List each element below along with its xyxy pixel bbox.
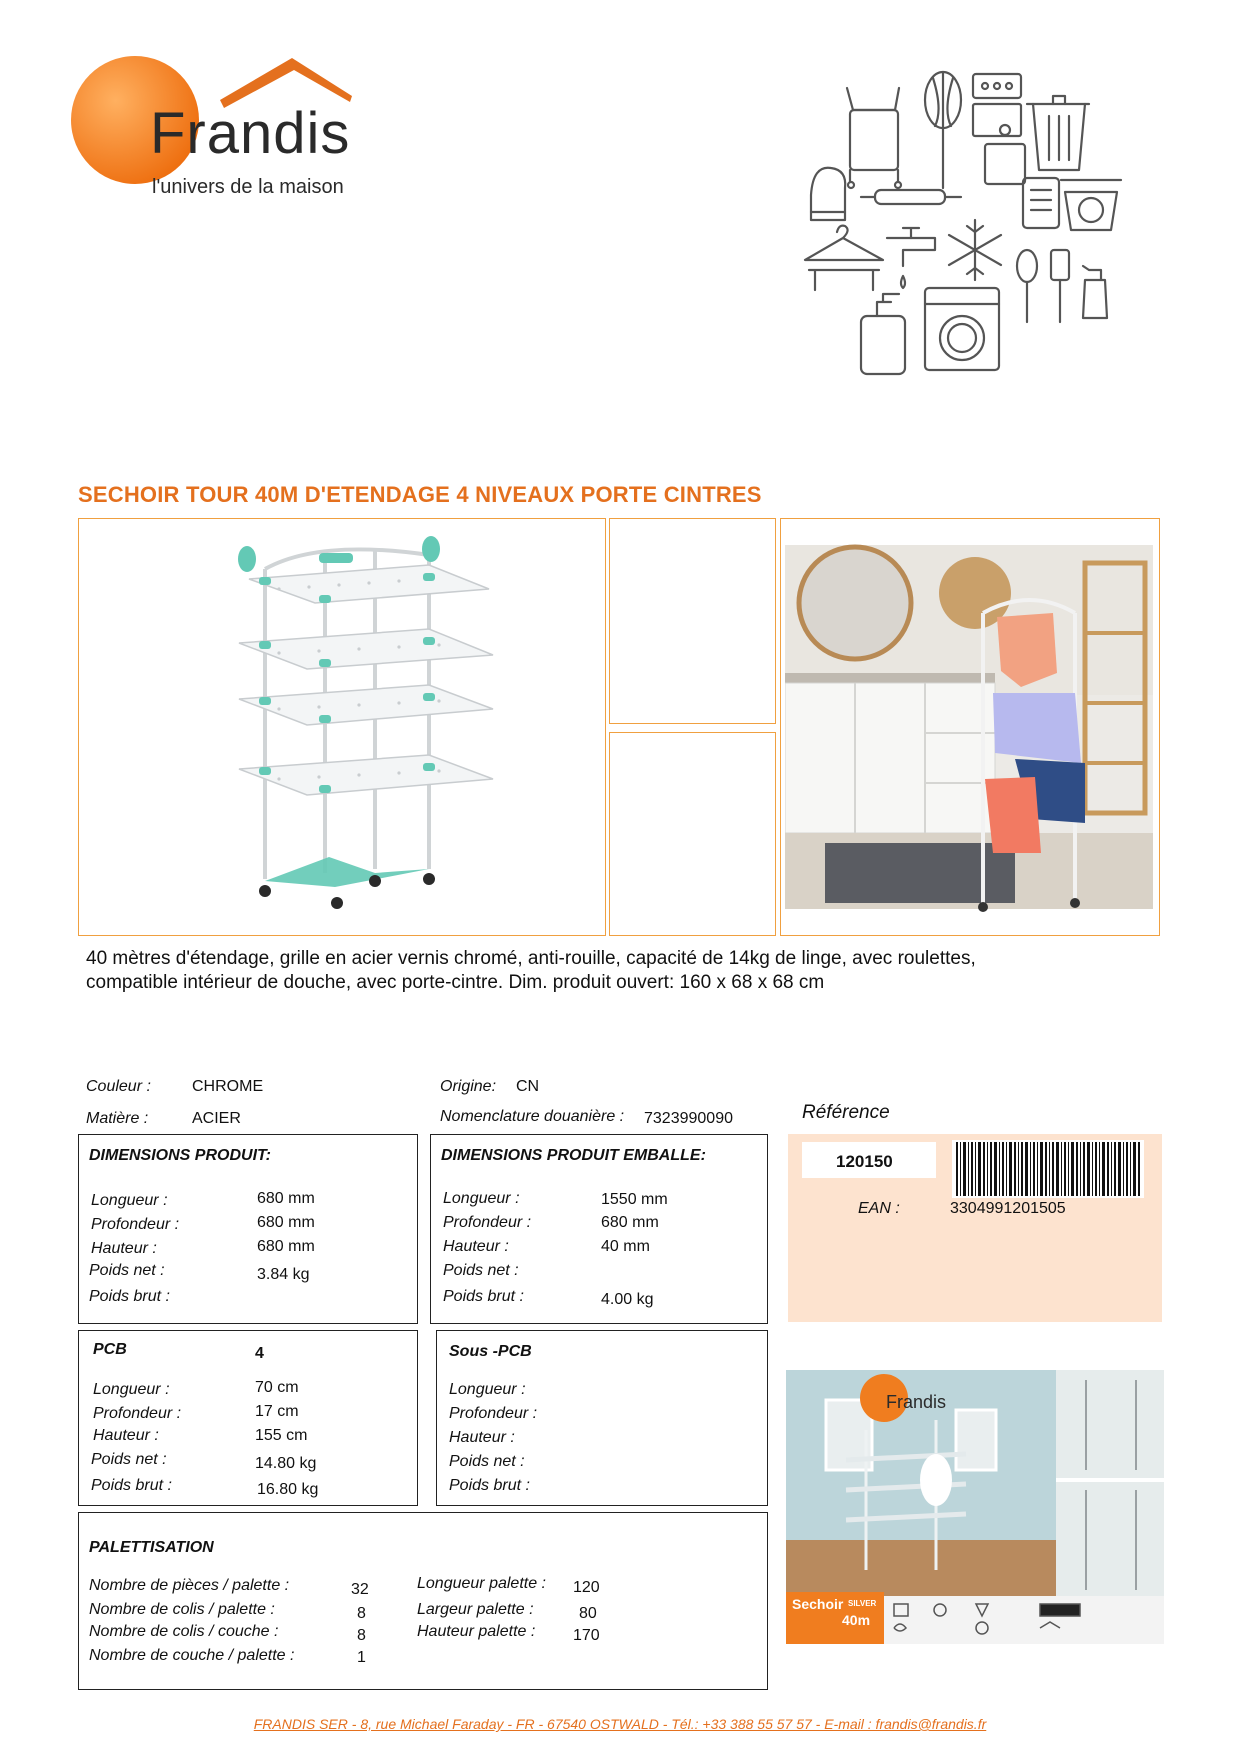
pcb-poids-net-label: Poids net : [91,1451,167,1468]
grater-icon [1023,178,1059,228]
pal-colis-palette-label: Nombre de colis / palette : [89,1601,275,1618]
dimensions-emballe-box [430,1134,768,1324]
palettisation-box [78,1512,768,1690]
reference-code: 120150 [836,1152,893,1171]
matiere-value: ACIER [192,1110,241,1127]
household-icons-illustration [795,70,1125,410]
couleur-value: CHROME [192,1078,264,1095]
cutting-board-icon [985,125,1025,184]
dp-hauteur-label: Hauteur : [91,1240,157,1257]
barcode-icon [952,1140,1144,1198]
pkg-feature-icon-1 [894,1604,908,1616]
spcb-poids-net-label: Poids net : [449,1453,525,1470]
de-longueur-value: 1550 mm [601,1191,668,1208]
bag-icon [847,88,901,188]
pal-hauteur-label: Hauteur palette : [417,1623,536,1640]
soap-dispenser-icon [861,294,905,374]
de-poids-brut-value: 4.00 kg [601,1291,654,1308]
pal-couche-palette-label: Nombre de couche / palette : [89,1647,295,1664]
pcb-title: PCB [93,1341,127,1358]
dimensions-produit-title: DIMENSIONS PRODUIT: [89,1147,271,1164]
dp-poids-net-label: Poids net : [89,1262,165,1279]
nomenclature-label: Nomenclature douanière : [440,1108,625,1125]
pcb-longueur-value: 70 cm [255,1379,299,1396]
pkg-feature-icon-5 [976,1622,988,1634]
couleur-label: Couleur : [86,1078,151,1095]
ean-value: 3304991201505 [950,1200,1066,1217]
pcb-hauteur-value: 155 cm [255,1427,308,1444]
brand-name: Frandis [150,101,351,166]
pal-colis-palette-value: 8 [357,1605,366,1622]
reference-title: Référence [802,1102,890,1123]
product-image-frame-small-top [609,518,776,724]
dp-profondeur-value: 680 mm [257,1214,315,1231]
faucet-icon [887,228,935,288]
de-poids-brut-label: Poids brut : [443,1288,524,1305]
product-title: SECHOIR TOUR 40M D'ETENDAGE 4 NIVEAUX PORTE CINTRES [78,482,762,507]
pkg-barcode-icon [1040,1604,1080,1616]
whisk-icon [925,72,961,188]
pkg-feature-icon-3 [976,1604,988,1616]
pkg-feature-icon-2 [934,1604,946,1616]
de-profondeur-value: 680 mm [601,1214,659,1231]
kitchen-lifestyle-image [785,523,1163,939]
dp-profondeur-label: Profondeur : [91,1216,180,1233]
matiere-label: Matière : [86,1110,149,1127]
pcb-count: 4 [255,1345,264,1362]
spcb-profondeur-label: Profondeur : [449,1405,538,1422]
pcb-hauteur-label: Hauteur : [93,1427,159,1444]
dp-hauteur-value: 680 mm [257,1238,315,1255]
product-description-line-1: 40 mètres d'étendage, grille en acier vernis chromé, anti-rouille, capacité de 14kg de linge, avec roulettes, [86,948,976,969]
nomenclature-value: 7323990090 [644,1110,733,1127]
packaging-feature-icons [890,1600,1160,1640]
palettisation-title: PALETTISATION [89,1539,214,1556]
pcb-poids-net-value: 14.80 kg [255,1455,317,1472]
product-main-image-frame [78,518,606,936]
packaging-orange-band [786,1592,884,1644]
spcb-hauteur-label: Hauteur : [449,1429,515,1446]
packaging-name-badge: SILVER [848,1599,877,1608]
de-hauteur-value: 40 mm [601,1238,650,1255]
brand-tagline: l'univers de la maison [152,176,344,198]
pcb-longueur-label: Longueur : [93,1381,170,1398]
de-profondeur-label: Profondeur : [443,1214,532,1231]
pal-longueur-value: 120 [573,1579,600,1596]
product-image-frame-small-bottom [609,732,776,936]
de-hauteur-label: Hauteur : [443,1238,509,1255]
pcb-poids-brut-value: 16.80 kg [257,1481,319,1498]
product-description-line-2: compatible intérieur de douche, avec porte-cintre. Dim. produit ouvert: 160 x 68 x 68 cm [86,972,825,993]
pkg-feature-icon-4 [894,1624,906,1631]
reference-panel [788,1134,1162,1322]
pcb-profondeur-label: Profondeur : [93,1405,182,1422]
spray-bottle-icon [1083,266,1107,318]
pal-largeur-label: Largeur palette : [417,1601,534,1618]
packaging-name-line1: Sechoir [792,1596,844,1612]
ean-label: EAN : [858,1200,900,1217]
packaging-name-line2: 40m [842,1612,871,1628]
sous-pcb-box [436,1330,768,1506]
de-longueur-label: Longueur : [443,1190,520,1207]
pal-couche-palette-value: 1 [357,1649,366,1666]
spcb-poids-brut-label: Poids brut : [449,1477,530,1494]
footer-contact: FRANDIS SER - 8, rue Michael Faraday - FR - 67540 OSTWALD - Tél.: +33 388 55 57 57 - E-mail : frandis@frandis.fr [253,1716,987,1732]
pcb-box [78,1330,418,1506]
de-poids-net-label: Poids net : [443,1262,519,1279]
origine-label: Origine: [440,1078,497,1095]
packaging-image [786,1370,1164,1644]
drying-rack-image [79,519,605,935]
packaging-brand: Frandis [886,1392,947,1412]
rolling-pin-icon [861,190,961,204]
pal-longueur-label: Longueur palette : [417,1575,546,1592]
stove-icon [973,74,1021,136]
dp-longueur-label: Longueur : [91,1192,168,1209]
sous-pcb-title: Sous -PCB [449,1343,532,1360]
ladle-icon [1017,250,1037,322]
frandis-logo [70,48,420,208]
spcb-longueur-label: Longueur : [449,1381,526,1398]
pkg-feature-icon-6 [1040,1622,1060,1628]
pcb-poids-brut-label: Poids brut : [91,1477,172,1494]
snowflake-icon [949,220,1001,280]
pal-hauteur-value: 170 [573,1627,600,1644]
hanger-icon [805,226,883,290]
dp-poids-brut-label: Poids brut : [89,1288,170,1305]
trash-bin-icon [1027,96,1089,170]
dimensions-emballe-title: DIMENSIONS PRODUIT EMBALLE: [441,1147,706,1164]
pal-pieces-value: 32 [351,1581,369,1598]
scale-icon [1061,180,1121,230]
pal-pieces-label: Nombre de pièces / palette : [89,1577,290,1594]
dimensions-produit-box [78,1134,418,1324]
spatula-icon [1051,250,1069,322]
dp-longueur-value: 680 mm [257,1190,315,1207]
product-lifestyle-image-frame [780,518,1160,936]
pal-colis-couche-value: 8 [357,1627,366,1644]
origine-value: CN [516,1078,540,1095]
oven-mitt-icon [811,168,845,220]
pal-largeur-value: 80 [579,1605,597,1622]
pcb-profondeur-value: 17 cm [255,1403,299,1420]
dp-poids-net-value: 3.84 kg [257,1266,310,1283]
washing-machine-icon [925,288,999,370]
pal-colis-couche-label: Nombre de colis / couche : [89,1623,279,1640]
